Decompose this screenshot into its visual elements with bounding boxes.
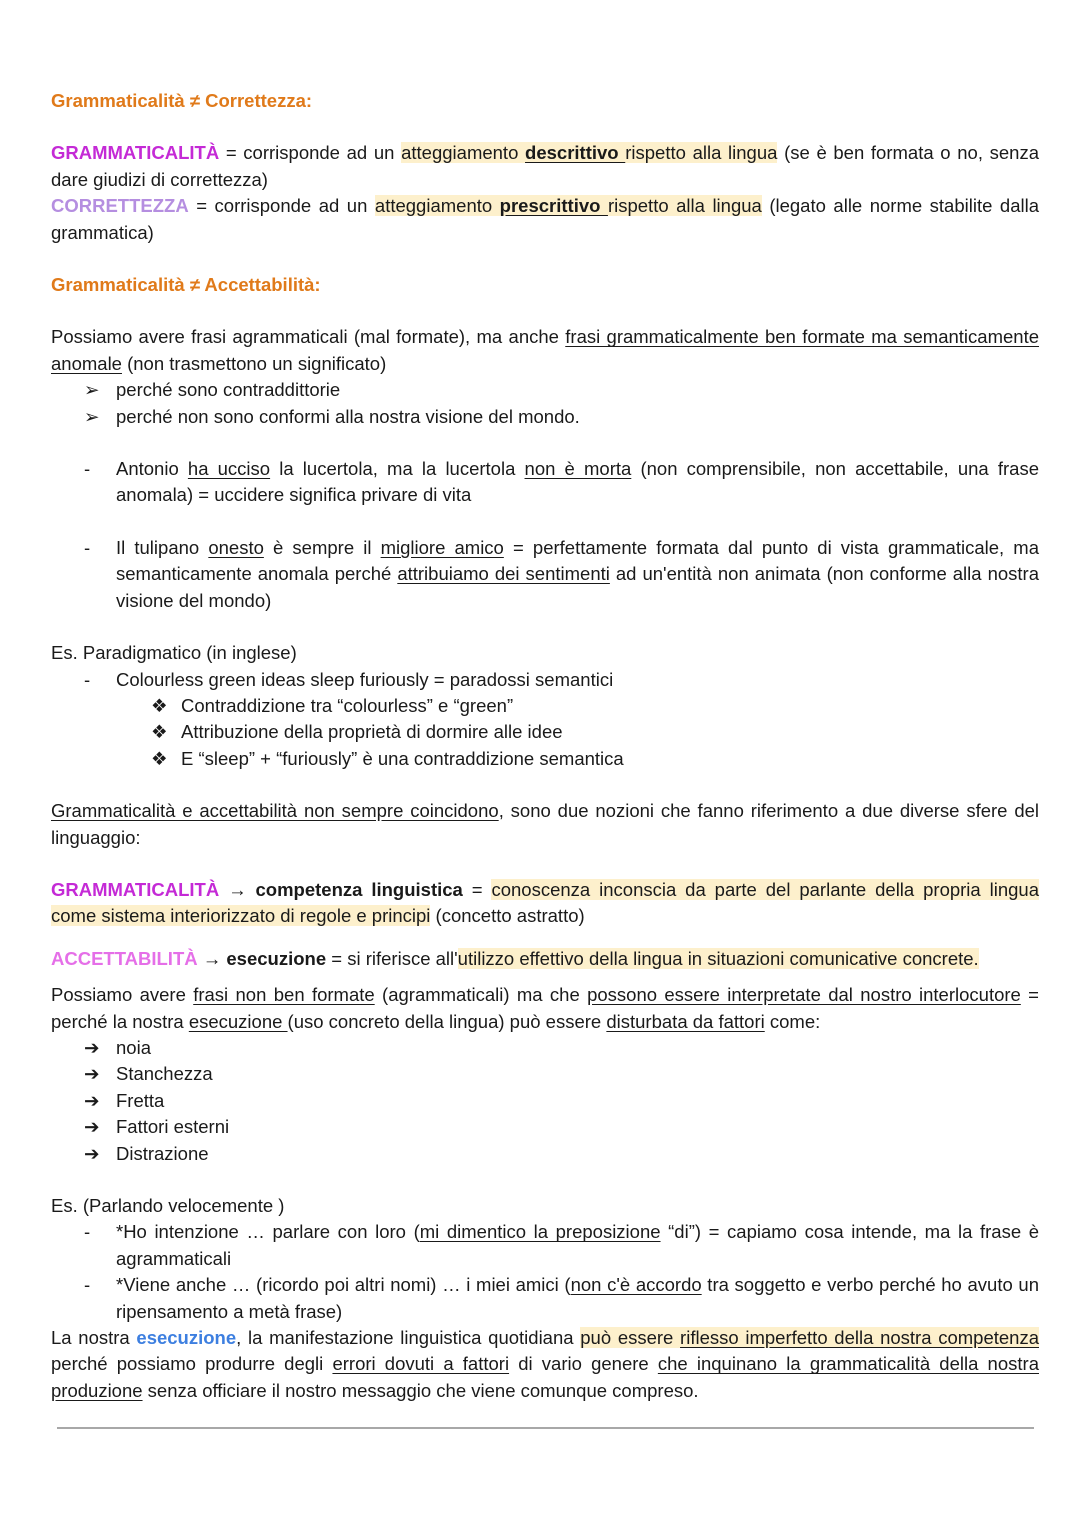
- diamond-icon: ❖: [151, 747, 168, 769]
- arrow-right-icon: ➔: [84, 1089, 100, 1111]
- highlight: atteggiamento prescrittivo rispetto alla lingua: [374, 195, 762, 217]
- examples-list: [51, 456, 1039, 509]
- list-item: ➔ Distrazione: [51, 1141, 1039, 1167]
- definition-grammaticalita: GRAMMATICALITÀ = corrisponde ad un atteggiamento descrittivo rispetto alla lingua (se è ben formata o no, senza dare giudizi di correttezza): [51, 142, 1039, 190]
- definition-competenza: GRAMMATICALITÀ → competenza linguistica = conoscenza inconscia da parte del parlante della propria lingua come sistema interiorizzato di regole e principi (concetto astratto): [51, 878, 1039, 927]
- definition-esecuzione: ACCETTABILITÀ → esecuzione = si riferisce all'utilizzo effettivo della lingua in situazioni comunicative concrete.: [51, 947, 979, 969]
- paradigm-points: [51, 693, 1039, 772]
- document-page: [51, 88, 1039, 1404]
- dash-icon: -: [84, 668, 91, 690]
- list-item: ➢ perché non sono conformi alla nostra visione del mondo.: [51, 404, 1039, 430]
- diamond-icon: ❖: [151, 721, 168, 743]
- term-correttezza: CORRETTEZZA: [51, 195, 189, 217]
- list-item: ➔ Fretta: [51, 1088, 1039, 1114]
- list-item: ❖ E “sleep” + “furiously” è una contraddizione semantica: [51, 746, 1039, 772]
- reasons-list: [51, 377, 1039, 430]
- arrowhead-icon: ➢: [84, 379, 100, 401]
- diamond-icon: ❖: [151, 694, 168, 716]
- horizontal-rule: [57, 1427, 1034, 1429]
- term-grammaticalita-2: GRAMMATICALITÀ: [51, 878, 220, 900]
- paragraph-intro: Possiamo avere frasi agrammaticali (mal formate), ma anche frasi grammaticalmente ben formate ma semanticamente anomale (non trasmettono un significato): [51, 326, 1039, 374]
- list-item: ❖ Contraddizione tra “colourless” e “green”: [51, 693, 1039, 719]
- arrowhead-icon: ➢: [84, 405, 100, 427]
- highlight: può essere riflesso imperfetto della nostra competenza: [580, 1327, 1039, 1349]
- dash-icon: -: [84, 536, 91, 558]
- arrow-right-icon: ➔: [84, 1063, 100, 1085]
- paradigm-list: [51, 667, 1039, 693]
- list-item: - Colourless green ideas sleep furiously = paradossi semantici: [51, 667, 1039, 693]
- dash-icon: -: [84, 1221, 91, 1243]
- list-item: ➔ noia: [51, 1035, 1039, 1061]
- highlight: utilizzo effettivo della lingua in situazioni comunicative concrete.: [457, 947, 979, 969]
- definition-correttezza: CORRETTEZZA = corrisponde ad un atteggiamento prescrittivo rispetto alla lingua (legato alle norme stabilite dalla grammatica): [51, 195, 1039, 243]
- list-item: ❖ Attribuzione della proprietà di dormire alle idee: [51, 719, 1039, 745]
- fast-examples: [51, 1219, 1039, 1325]
- term-grammaticalita: GRAMMATICALITÀ: [51, 142, 220, 164]
- list-item-example-2: - Il tulipano onesto è sempre il migliore amico = perfettamente formata dal punto di vista grammaticale, ma semanticamente anomala perché attribuiamo dei sentimenti ad un'entità non animata (non conforme alla nostra visione del mondo): [84, 536, 1039, 611]
- highlight: conoscenza inconscia da parte del parlante della propria lingua come sistema interiorizzato di regole e principi: [51, 878, 1039, 927]
- list-item: ➔ Stanchezza: [51, 1061, 1039, 1087]
- dash-icon: -: [84, 458, 91, 480]
- list-item: ➢ perché sono contraddittorie: [51, 377, 1039, 403]
- paragraph-conclusion: Grammaticalità e accettabilità non sempre coincidono, sono due nozioni che fanno riferimento a due diverse sfere del linguaggio:: [51, 800, 1040, 848]
- list-item: - *Viene anche … (ricordo poi altri nomi) … i miei amici (non c'è accordo tra soggetto e verbo perché ho avuto un ripensamento a metà frase): [84, 1274, 1039, 1322]
- arrow-right-icon: ➔: [84, 1142, 100, 1164]
- section-heading-accettabilita: Grammaticalità ≠ Accettabilità:: [51, 274, 321, 296]
- highlight: atteggiamento descrittivo rispetto alla lingua: [401, 142, 778, 164]
- section-heading-correttezza: Grammaticalità ≠ Correttezza:: [51, 90, 313, 111]
- factors-list: [51, 1035, 1039, 1167]
- arrow-right-icon: ➔: [84, 1116, 100, 1138]
- arrow-right-icon: ➔: [84, 1036, 100, 1058]
- fast-title: Es. (Parlando velocemente ): [51, 1195, 285, 1216]
- paragraph-final: La nostra esecuzione, la manifestazione linguistica quotidiana può essere riflesso imperfetto della nostra competenza perché possiamo produrre degli errori dovuti a fattori di vario genere che inquinano la grammaticalità della nostra produzione senza officiare il nostro messaggio che viene comunque compreso.: [51, 1327, 1039, 1401]
- paradigm-title: Es. Paradigmatico (in inglese): [51, 642, 297, 664]
- list-item-example-1: - Antonio ha ucciso la lucertola, ma la lucertola non è morta (non comprensibile, non accettabile, una frase anomala) = uccidere significa privare di vita: [84, 458, 1039, 506]
- term-accettabilita: ACCETTABILITÀ: [51, 947, 198, 969]
- dash-icon: -: [84, 1274, 91, 1296]
- list-item: ➔ Fattori esterni: [51, 1114, 1039, 1140]
- list-item: - *Ho intenzione … parlare con loro (mi dimentico la preposizione “di”) = capiamo cosa intende, ma la frase è agrammaticali: [84, 1221, 1039, 1269]
- examples-list-2: [51, 535, 1039, 614]
- paragraph-factors: Possiamo avere frasi non ben formate (agrammaticali) ma che possono essere interpretate dal nostro interlocutore = perché la nostra esecuzione (uso concreto della lingua) può essere disturbata da fattori come:: [51, 984, 1039, 1032]
